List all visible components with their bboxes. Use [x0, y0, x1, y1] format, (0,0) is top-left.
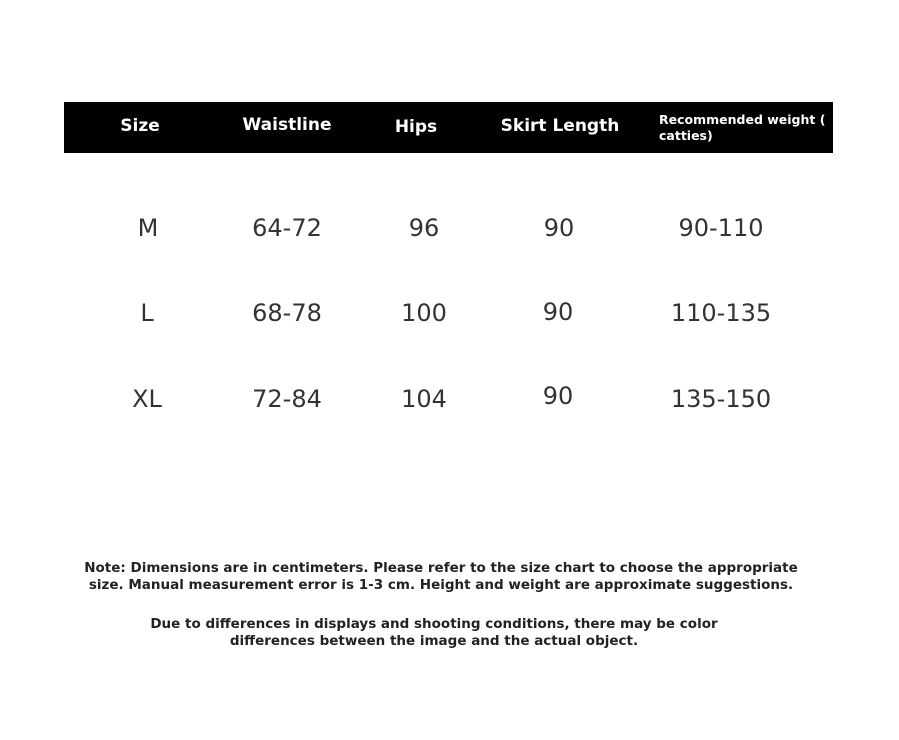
- cell-waistline: 72-84: [252, 385, 322, 413]
- header-waistline: Waistline: [242, 115, 332, 135]
- color-difference-note: Due to differences in displays and shooting conditions, there may be color differences between the image and the actual object.: [150, 616, 718, 649]
- header-recommended-weight: Recommended weight ( catties): [659, 112, 826, 143]
- header-hips: Hips: [394, 117, 438, 137]
- cell-recommended-weight: 90-110: [678, 214, 764, 242]
- cell-size: M: [137, 214, 159, 242]
- cell-skirt-length: 90: [543, 214, 575, 242]
- cell-hips: 96: [408, 214, 440, 242]
- header-skirt-length: Skirt Length: [500, 116, 620, 136]
- dimensions-note: Note: Dimensions are in centimeters. Please refer to the size chart to choose the appropriate size. Manual measurement error is 1-3 cm. Height and weight are approximate suggestions.: [84, 560, 798, 593]
- table-row-m: [0, 213, 899, 253]
- cell-size: L: [140, 299, 154, 327]
- cell-hips: 104: [401, 385, 447, 413]
- cell-skirt-length: 90: [542, 382, 574, 410]
- cell-waistline: 68-78: [252, 299, 322, 327]
- table-row-l: [0, 298, 899, 338]
- cell-recommended-weight: 135-150: [670, 385, 772, 413]
- cell-waistline: 64-72: [252, 214, 322, 242]
- table-row-xl: [0, 384, 899, 424]
- cell-recommended-weight: 110-135: [670, 299, 772, 327]
- cell-skirt-length: 90: [542, 298, 574, 326]
- header-size: Size: [120, 116, 160, 136]
- cell-size: XL: [132, 385, 162, 413]
- cell-hips: 100: [401, 299, 447, 327]
